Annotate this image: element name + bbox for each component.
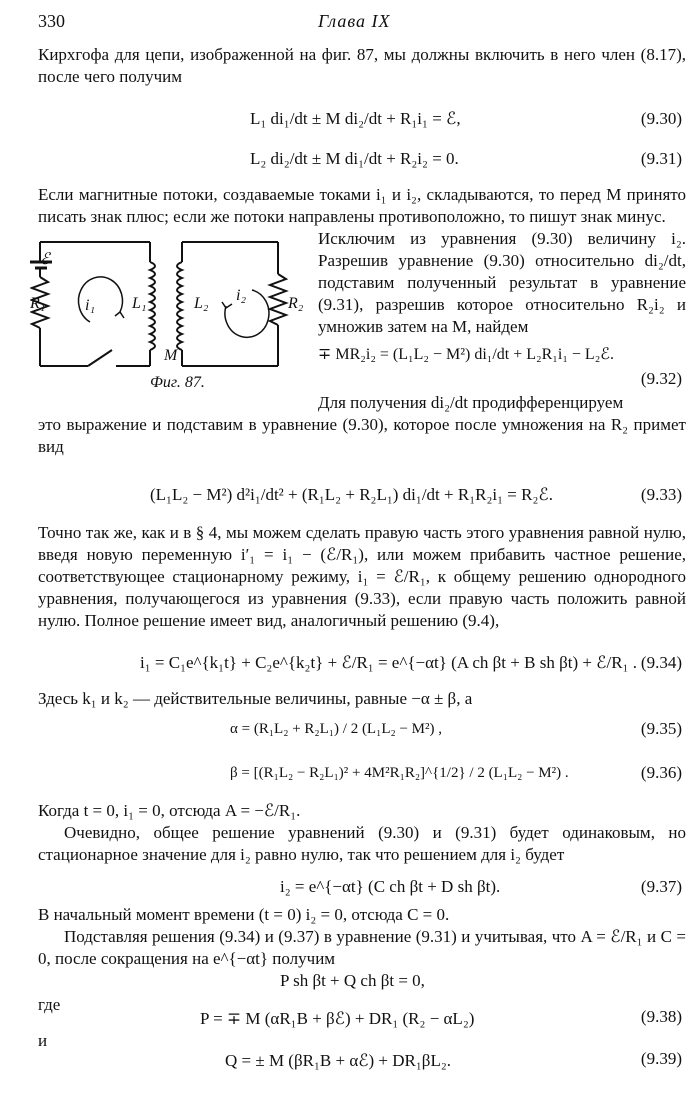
label-i1: i₁	[85, 297, 96, 314]
switch	[88, 350, 112, 366]
paragraph-kirchhoff: Кирхгофа для цепи, изображенной на фиг. 87, мы должны включить в него член (8.17), после чего получим	[38, 45, 686, 86]
paragraph-initial-a: Когда t = 0, i₁ = 0, отсюда A = −ℰ/R₁.	[38, 801, 301, 820]
label-r1: R₁	[30, 295, 46, 312]
paragraph-particular-solution: Точно так же, как и в § 4, мы можем сделать правую часть этого уравнения равной нулю, введя новую переменную i′₁ = i₁ − (ℰ/R₁), или можем прибавить частное решение, соответствующее стационарному режиму, i₁ = ℰ/R₁, к общему решению однородного уравнения, получающегося из уравнения (9.33), если правую часть положить равной нулю. Полное решение имеет вид, аналогичный решению (9.4),	[38, 523, 686, 630]
current-arrow-i2	[225, 290, 269, 337]
equation-9-39: Q = ± M (βR₁B + αℰ) + DR₁βL₂.	[225, 1051, 452, 1070]
equation-9-34: i₁ = C₁e^{k₁t} + C₂e^{k₂t} + ℰ/R₁ = e^{−αt} (A ch βt + B sh βt) + ℰ/R₁ .	[140, 653, 637, 672]
equation-number-9-31: (9.31)	[640, 149, 682, 168]
paragraph-roots: Здесь k₁ и k₂ — действительные величины, равные −α ± β, а	[38, 689, 473, 708]
equation-9-30: L₁ di₁/dt ± M di₂/dt + R₁i₁ = ℰ,	[250, 109, 461, 128]
paragraph-fluxes: Если магнитные потоки, создаваемые токами i₁ и i₂, складываются, то перед M принято писать знак плюс; если же потоки направлены противоположно, то пишут знак минус.	[38, 185, 686, 226]
equation-number-9-34: (9.34)	[640, 653, 682, 672]
equation-9-38: P = ∓ M (αR₁B + βℰ) + DR₁ (R₂ − αL₂)	[200, 1009, 475, 1028]
chapter-title: Глава IX	[318, 11, 391, 31]
paragraph-substitution: Подставляя решения (9.34) и (9.37) в уравнение (9.31) и учитывая, что A = ℰ/R₁ и C = 0, после сокращения на e^{−αt} получим	[38, 927, 686, 968]
equation-9-37: i₂ = e^{−αt} (C ch βt + D sh βt).	[280, 877, 501, 896]
equation-9-33: (L₁L₂ − M²) d²i₁/dt² + (R₁L₂ + R₂L₁) di₁/dt + R₁R₂i₁ = R₂ℰ.	[150, 485, 553, 504]
page-number: 330	[38, 11, 65, 31]
equation-9-32: ∓ MR₂i₂ = (L₁L₂ − M²) di₁/dt + L₂R₁i₁ − L₂ℰ.	[318, 346, 614, 363]
equation-number-9-33: (9.33)	[640, 485, 682, 504]
equation-9-35: α = (R₁L₂ + R₂L₁) / 2 (L₁L₂ − M²) ,	[230, 721, 443, 737]
equation-number-9-37: (9.37)	[640, 877, 682, 896]
paragraph-initial-c: В начальный момент времени (t = 0) i₂ = 0, отсюда C = 0.	[38, 905, 450, 924]
figure-caption: Фиг. 87.	[150, 374, 205, 391]
inductor-l2	[177, 262, 182, 350]
equation-number-9-36: (9.36)	[640, 763, 682, 782]
equation-9-36: β = [(R₁L₂ − R₂L₁)² + 4M²R₁R₂]^{1/2} / 2 (L₁L₂ − M²) .	[230, 765, 569, 781]
word-where: где	[38, 995, 61, 1014]
label-l2: L₂	[194, 295, 209, 312]
paragraph-eliminate: Исключим из уравнения (9.30) величину i₂. Разрешив уравнение (9.30) относительно di₂/dt, подставим полученный результат в уравнение (9.31), разрешив которое относительно R₂i₂ и умножив затем на M, найдем	[318, 229, 686, 336]
equation-p-q: P sh βt + Q ch βt = 0,	[280, 971, 425, 990]
resistor-r2	[270, 274, 286, 325]
label-mutual-m: M	[164, 347, 178, 364]
equation-number-9-39: (9.39)	[640, 1049, 682, 1068]
inductor-l1	[150, 262, 155, 350]
equation-number-9-30: (9.30)	[640, 109, 682, 128]
label-emf: ℰ	[40, 251, 50, 268]
equation-9-31: L₂ di₂/dt ± M di₁/dt + R₂i₂ = 0.	[250, 149, 459, 168]
label-r2: R₂	[288, 295, 304, 312]
label-i2: i₂	[236, 287, 247, 304]
equation-number-9-35: (9.35)	[640, 719, 682, 738]
equation-number-9-38: (9.38)	[640, 1007, 682, 1026]
paragraph-substitute: это выражение и подставим в уравнение (9.30), которое после умножения на R₂ примет вид	[38, 415, 686, 456]
paragraph-general-solution: Очевидно, общее решение уравнений (9.30) и (9.31) будет одинаковым, но стационарное значение для i₂ равно нулю, так что решением для i₂ будет	[38, 823, 686, 864]
word-and: и	[38, 1031, 48, 1050]
equation-number-9-32: (9.32)	[640, 369, 682, 388]
label-l1: L₁	[132, 295, 147, 312]
paragraph-differentiate: Для получения di₂/dt продифференцируем	[318, 393, 624, 412]
figure-87-circuit	[30, 232, 310, 372]
